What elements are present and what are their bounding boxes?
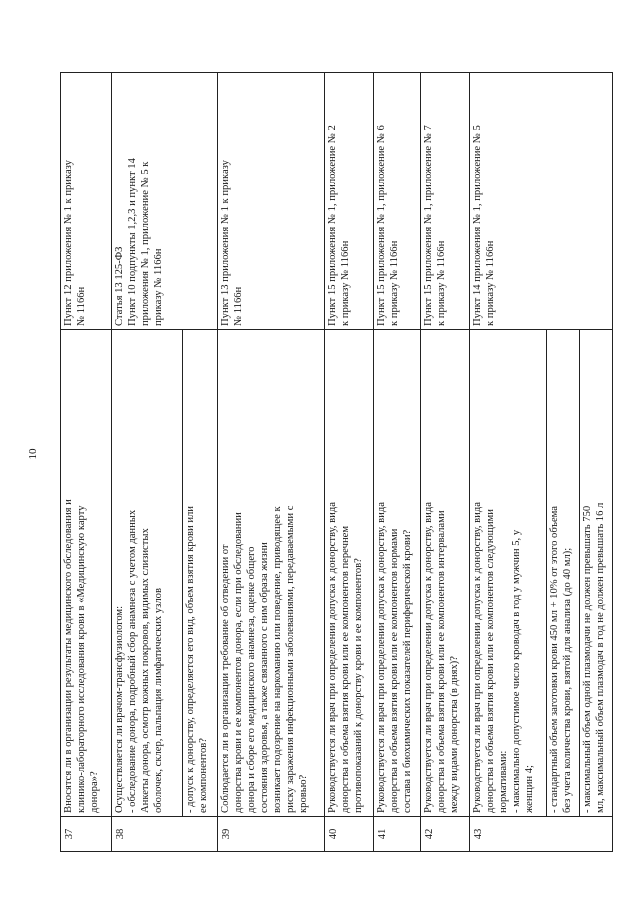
reference-cell (421, 73, 470, 330)
text-line: - допуск к донорству, определяется его вид, объем взятия крови или (185, 506, 196, 813)
text-line: без учета количества крови, взятой для анализа (до 40 мл); (562, 547, 573, 813)
reference-cell (218, 73, 325, 330)
text-line: Пункт 15 приложения № 1, приложение № 7 (423, 125, 434, 326)
text-line: Руководствуется ли врач при определении допуска к донорству, вида (472, 502, 483, 813)
text-line: состояния здоровья, а также связанного с ним образа жизни (259, 542, 270, 813)
text-line: донорства и объема взятия крови или ее компонентов перечнем (340, 525, 351, 813)
text-line: женщин 4; (524, 765, 535, 813)
text-line: Пункт 15 приложения № 1, приложение № 2 (327, 125, 338, 326)
text-line: мл, максимальный объем плазмодач в год не должен превышать 16 л (595, 502, 606, 813)
row-number: 38 (112, 817, 218, 852)
table-row (218, 73, 325, 852)
text-line: донорства крови и ее компонентов донора, если при обследовании (233, 512, 244, 813)
table-row (374, 73, 421, 852)
text-line: между видами донорства (в днях)? (449, 656, 460, 813)
text-line: донорства и объема взятия крови или ее компонентов интервалами (436, 510, 447, 813)
checklist-table (60, 72, 613, 852)
reference-cell (112, 73, 218, 330)
row-number: 39 (218, 817, 325, 852)
text-line: оболочек, склер, пальпация лимфатических узлов (153, 588, 164, 813)
question-cell (374, 330, 421, 817)
row-number: 40 (325, 817, 374, 852)
text-line: Пункт 15 приложения № 1, приложение № 6 (376, 125, 387, 326)
text-line: - стандартный объем заготовки крови 450 мл + 10% от этого объема (549, 506, 560, 813)
text-line: - обследование донора, подробный сбор анамнеза с учетом данных (127, 509, 138, 813)
question-cell (218, 330, 325, 817)
question-cell (580, 330, 613, 817)
text-line: Вносятся ли в организации результаты медицинского обследования и (63, 499, 74, 813)
text-line: к приказу № 1166н (436, 240, 447, 326)
text-line: - максимальный объем одной плазмодачи не должен превышать 750 (582, 505, 593, 813)
text-line: Руководствуется ли врач при определении допуска к донорству, вида (327, 502, 338, 813)
text-line: № 1166н (76, 286, 87, 326)
reference-cell (61, 73, 112, 330)
text-line: ее компонентов? (198, 738, 209, 813)
page-number: 10 (27, 448, 39, 460)
row-number: 41 (374, 817, 421, 852)
text-line: Пункт 12 приложения № 1 к приказу (63, 160, 74, 326)
text-line: Анкеты донора, осмотр кожных покровов, видимых слизистых (140, 528, 151, 813)
text-line: противопоказаний к донорству крови и ее компонентов? (353, 558, 364, 813)
row-number: 43 (470, 817, 613, 852)
question-cell (547, 330, 580, 817)
question-cell (61, 330, 112, 817)
text-line: - максимально допустимое число кроводач в год у мужчин 5, у (511, 529, 522, 813)
text-line: донорства и объема взятия крови или ее компонентов нормами (389, 528, 400, 813)
text-line: приложения № 1, приложение № 5 к (140, 161, 151, 326)
text-line: Статья 13 125-ФЗ (114, 246, 125, 326)
text-line: клинико-лабораторного исследования крови в «Медицинскую карту (76, 505, 87, 813)
question-cell (470, 330, 547, 817)
rotated-table-container (60, 72, 606, 852)
text-line: риску заражения инфекционными заболеваниями, передаваемыми с (285, 505, 296, 813)
text-line: к приказу № 1166н (485, 240, 496, 326)
reference-cell (470, 73, 613, 330)
table-row (421, 73, 470, 852)
text-line: Руководствуется ли врач при определении допуска к донорству, вида (376, 502, 387, 813)
row-number: 37 (61, 817, 112, 852)
text-line: Осуществляется ли врачом-трансфузиологом: (114, 605, 125, 813)
text-line: к приказу № 1166н (340, 240, 351, 326)
question-cell (325, 330, 374, 817)
text-line: к приказу № 1166н (389, 240, 400, 326)
table-row (61, 73, 112, 852)
text-line: донора»? (89, 771, 100, 813)
text-line: донора и сборе его медицинского анамнеза, оценке общего (246, 546, 257, 813)
text-line: донорства и объема взятия крови или ее компонентов следующими (485, 509, 496, 813)
table-row (470, 73, 547, 852)
text-line: Пункт 10 подпункты 1,2,3 и пункт 14 (127, 158, 138, 326)
question-cell (183, 330, 218, 817)
row-number: 42 (421, 817, 470, 852)
question-cell (112, 330, 183, 817)
table-row (112, 73, 183, 852)
text-line: приказу № 1166н (153, 248, 164, 326)
text-line: возникает подозрение на наркоманию или поведение, приводящее к (272, 506, 283, 813)
text-line: Соблюдается ли в организации требование об отведении от (220, 544, 231, 813)
text-line: № 1166н (233, 286, 244, 326)
table-row (325, 73, 374, 852)
question-cell (421, 330, 470, 817)
text-line: нормативами: (498, 750, 509, 813)
text-line: кровью? (298, 774, 309, 813)
text-line: Пункт 13 приложения № 1 к приказу (220, 160, 231, 326)
text-line: Руководствуется ли врач при определении допуска к донорству, вида (423, 502, 434, 813)
text-line: состава и биохимических показателей периферической крови? (402, 529, 413, 813)
reference-cell (325, 73, 374, 330)
text-line: Пункт 14 приложения № 1, приложение № 5 (472, 125, 483, 326)
reference-cell (374, 73, 421, 330)
